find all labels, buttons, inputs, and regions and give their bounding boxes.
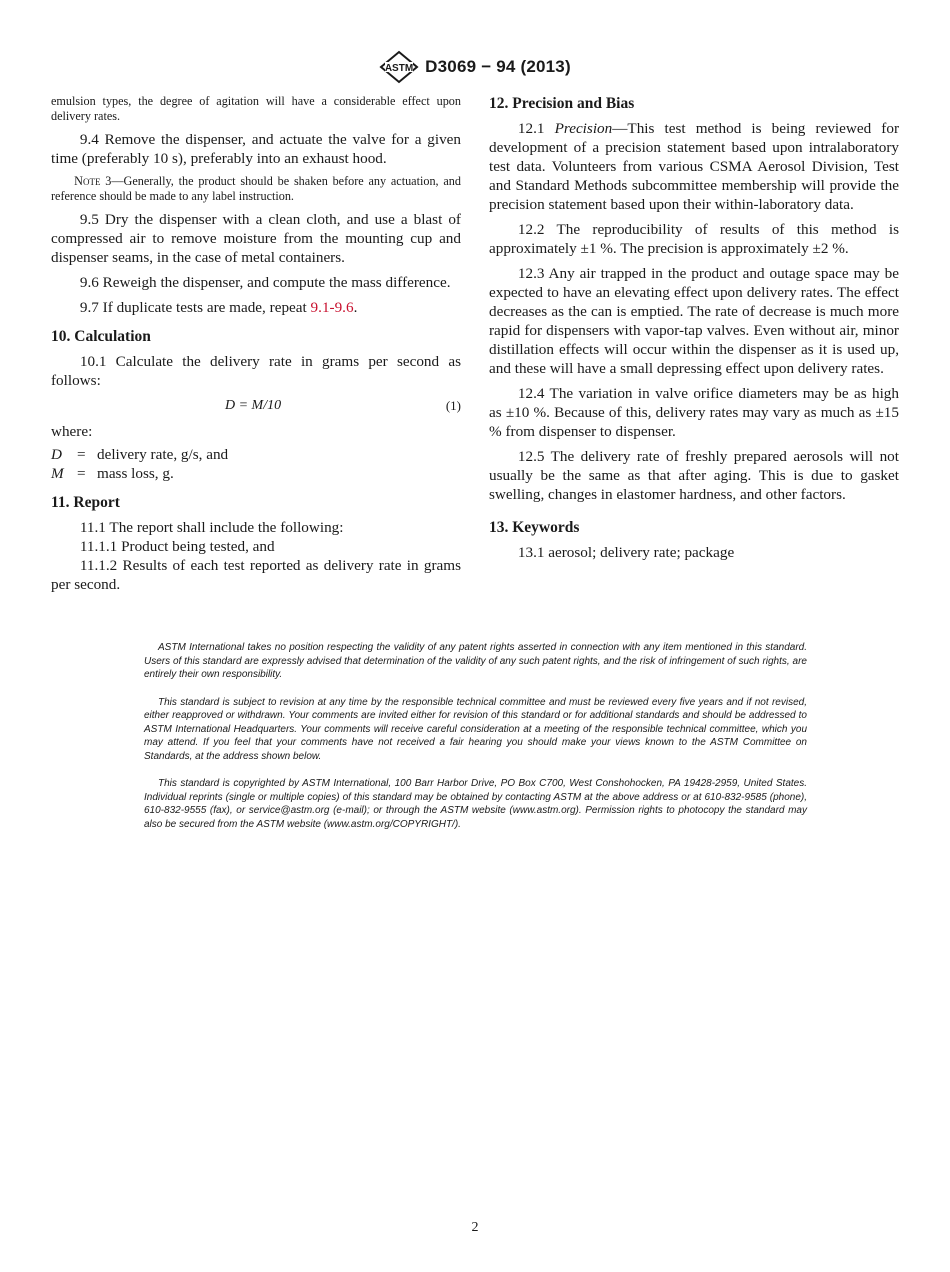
section-9-6: 9.6 Reweigh the dispenser, and compute the mass difference. [79, 274, 451, 291]
variable-symbol: M [51, 465, 64, 482]
section-9-4: 9.4 Remove the dispenser, and actuate the valve for a given time (preferably 10 s), preferably into an exhaust hood. [51, 131, 461, 167]
section-12-2: 12.2 The reproducibility of results of this method is approximately ±1 %. The precision is approximately ±2 %. [489, 221, 899, 257]
section-11-1-1: 11.1.1 Product being tested, and [79, 538, 275, 555]
equation-expression: D = M/10 [225, 398, 282, 413]
variable-description: mass loss, g. [97, 465, 174, 482]
section-11-1-2: 11.1.2 Results of each test reported as delivery rate in grams per second. [51, 557, 461, 593]
patent-notice: ASTM International takes no position respecting the validity of any patent rights asserted in connection with any item mentioned in this standard. Users of this standard are expressly advised that determination of the validity of any such patent rights, and the risk of infringement of such rights, are entirely their own responsibility. [144, 642, 807, 680]
continued-paragraph: emulsion types, the degree of agitation will have a considerable effect upon delivery rates. [51, 94, 461, 123]
note-label: Note 3 [74, 174, 112, 188]
revision-notice: This standard is subject to revision at any time by the responsible technical committee and must be reviewed every five years and if not revised, either reapproved or withdrawn. Your comments are invited either for revision of this standard or for additional standards and should be addressed to ASTM International Headquarters. Your comments will receive careful consideration at a meeting of the responsible technical committee, which you may attend. If you feel that your comments have not received a fair hearing you should make your views known to the ASTM Committee on Standards, at the address shown below. [144, 696, 807, 762]
note-text: —Generally, the product should be shaken before any actuation, and reference should be made to any label instruction. [51, 174, 461, 203]
equation-number: (1) [445, 398, 461, 413]
astm-notices [144, 641, 807, 845]
heading-keywords: 13. Keywords [489, 519, 580, 536]
copyright-notice: This standard is copyrighted by ASTM International, 100 Barr Harbor Drive, PO Box C700, West Conshohocken, PA 19428-2959, United States. Individual reprints (single or multiple copies) of this standard may be obtained by contacting ASTM at the above address or at 610-832-9585 (phone), 610-832-9555 (fax), or service@astm.org (e-mail); or through the ASTM website (www.astm.org). Permission rights to photocopy the standard may also be secured from the ASTM website (www.astm.org/COPYRIGHT/). [144, 778, 807, 830]
cross-reference-link[interactable]: 9.1-9.6 [310, 299, 354, 316]
heading-precision-bias: 12. Precision and Bias [489, 95, 635, 112]
section-12-1 [489, 119, 899, 214]
page-header [0, 50, 950, 84]
section-12-4: 12.4 The variation in valve orifice diameters may be as high as ±10 %. Because of this, delivery rates may vary as much as ±15 % from dispenser to dispenser. [489, 385, 899, 440]
section-9-7-end: . [353, 299, 358, 316]
section-9-5: 9.5 Dry the dispenser with a clean cloth, and use a blast of compressed air to remove moisture from the mounting cup and dispenser seams, in the case of metal containers. [51, 211, 461, 266]
section-12-5: 12.5 The delivery rate of freshly prepared aerosols will not usually be the same as that after aging. This is due to gasket swelling, changes in elastomer hardness, and other factors. [489, 448, 899, 503]
variable-description: delivery rate, g/s, and [97, 446, 229, 463]
section-12-3: 12.3 Any air trapped in the product and outage space may be expected to have an elevating effect upon delivery rates. The effect decreases as the can is emptied. The rate of decrease is much more rapid for dispensers with vapor-tap valves. Even without air, minor distillation effects will occur within the dispenser as it is used up, and these will have a small depressing effect upon delivery rates. [489, 265, 899, 377]
astm-logo-icon [379, 50, 419, 84]
equals-sign: = [77, 446, 86, 463]
section-12-1-text: —This test method is being reviewed for development of a precision statement based upon intralaboratory test data. Volunteers from various CSMA Aerosol Division, Test and Standard Methods subcommittee membership will provide the precision statement based upon their within-laboratory data. [489, 120, 900, 213]
section-13-1: 13.1 aerosol; delivery rate; package [517, 544, 735, 561]
definition-row [51, 464, 461, 483]
right-column [489, 94, 899, 562]
equation [51, 396, 461, 416]
section-9-7-text: 9.7 If duplicate tests are made, repeat [79, 299, 311, 316]
equals-sign: = [77, 465, 86, 482]
svg-text:ASTM: ASTM [385, 63, 414, 74]
note-3 [51, 174, 461, 204]
where-label: where: [51, 423, 93, 440]
variable-symbol: D [51, 446, 62, 463]
definition-row [51, 445, 461, 464]
left-column [51, 94, 461, 594]
page-number: 2 [471, 1220, 479, 1235]
section-11-1: 11.1 The report shall include the following: [79, 519, 344, 536]
section-12-1-number: 12.1 [517, 120, 555, 137]
section-9-7 [51, 298, 461, 317]
document-id: D3069 − 94 (2013) [425, 57, 571, 76]
precision-term: Precision [554, 120, 613, 137]
variable-definitions [51, 445, 461, 483]
section-10-1: 10.1 Calculate the delivery rate in grams per second as follows: [51, 353, 461, 389]
heading-calculation: 10. Calculation [51, 328, 151, 345]
heading-report: 11. Report [51, 494, 120, 511]
